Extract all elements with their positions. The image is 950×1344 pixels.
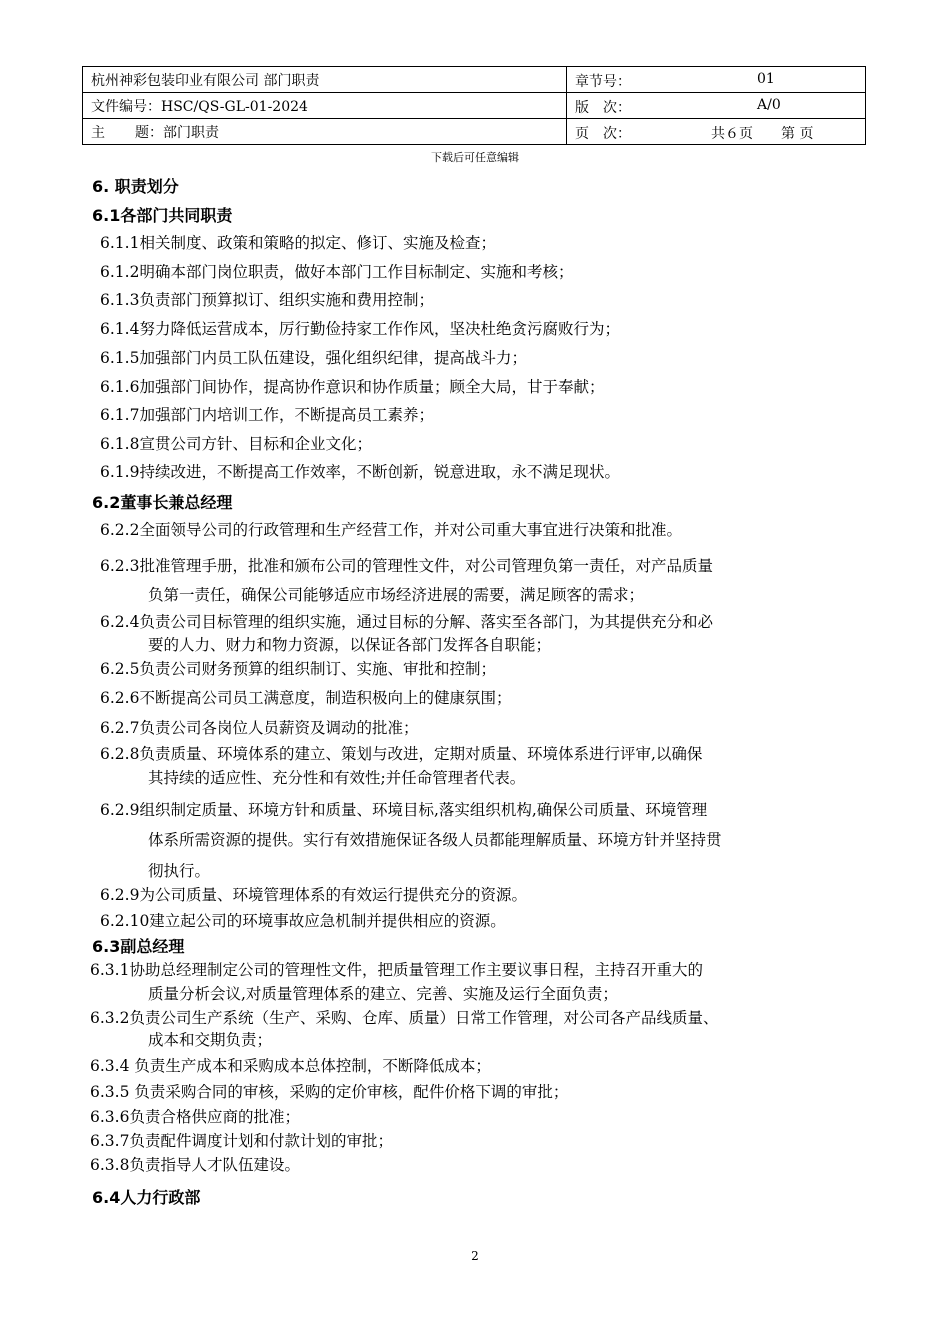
section-heading: 6.1各部门共同职责 [92, 206, 233, 225]
list-item: 6.3.4 负责生产成本和采购成本总体控制，不断降低成本； [90, 1057, 491, 1075]
list-item: 要的人力、财力和物力资源，以保证各部门发挥各自职能； [148, 636, 552, 654]
list-item: 其持续的适应性、充分性和有效性;并任命管理者代表。 [148, 769, 526, 787]
list-item: 质量分析会议,对质量管理体系的建立、完善、实施及运行全面负责； [148, 985, 618, 1003]
section-heading: 6.3副总经理 [92, 937, 185, 956]
page-count-value: 共６页 第 页 [711, 126, 814, 142]
list-item: 6.1.6加强部门间协作，提高协作意识和协作质量；顾全大局，甘于奉献； [100, 378, 605, 396]
list-item: 体系所需资源的提供。实行有效措施保证各级人员都能理解质量、环境方针并坚持贯 [148, 831, 722, 849]
list-item: 6.2.4负责公司目标管理的组织实施，通过目标的分解、落实至各部门，为其提供充分和必 [100, 613, 713, 631]
subject-value: 题：部门职责 [135, 124, 219, 141]
list-item: 6.2.10建立起公司的环境事故应急机制并提供相应的资源。 [100, 912, 506, 930]
subject-cell [83, 119, 567, 145]
chapter-cell [567, 67, 866, 93]
list-item: 成本和交期负责； [148, 1031, 273, 1049]
list-item: 6.2.3批准管理手册，批准和颁布公司的管理性文件，对公司管理负第一责任，对产品质量 [100, 557, 713, 575]
list-item: 6.3.8负责指导人才队伍建设。 [90, 1156, 300, 1174]
list-item: 6.2.9组织制定质量、环境方针和质量、环境目标,落实组织机构,确保公司质量、环境管理 [100, 801, 708, 819]
list-item: 6.3.5 负责采购合同的审核，采购的定价审核，配件价格下调的审批； [90, 1083, 569, 1101]
section-heading: 6. 职责划分 [92, 177, 179, 196]
company-cell: 杭州神彩包装印业有限公司 部门职责 [83, 67, 567, 93]
edit-note: 下载后可任意编辑 [431, 151, 519, 164]
section-heading: 6.2董事长兼总经理 [92, 493, 233, 512]
list-item: 6.3.2负责公司生产系统（生产、采购、仓库、质量）日常工作管理，对公司各产品线质量、 [90, 1009, 719, 1027]
version-cell [567, 93, 866, 119]
list-item: 6.2.6不断提高公司员工满意度，制造积极向上的健康氛围； [100, 689, 512, 707]
page-number: 2 [471, 1249, 479, 1263]
list-item: 6.1.3负责部门预算拟订、组织实施和费用控制； [100, 291, 434, 309]
version-value: A/0 [757, 97, 781, 113]
page-label: 页 次： [575, 126, 631, 142]
list-item: 6.2.2全面领导公司的行政管理和生产经营工作，并对公司重大事宜进行决策和批准。 [100, 521, 682, 539]
list-item: 6.2.5负责公司财务预算的组织制订、实施、审批和控制； [100, 660, 496, 678]
subject-label: 主 [91, 124, 105, 141]
list-item: 负第一责任，确保公司能够适应市场经济进展的需要，满足顾客的需求； [148, 586, 645, 604]
list-item: 6.1.8宣贯公司方针、目标和企业文化； [100, 435, 372, 453]
list-item: 6.3.6负责合格供应商的批准； [90, 1108, 300, 1126]
list-item: 6.1.9持续改进，不断提高工作效率，不断创新，锐意进取，永不满足现状。 [100, 463, 620, 481]
list-item: 6.2.7负责公司各岗位人员薪资及调动的批准； [100, 719, 419, 737]
list-item: 6.3.7负责配件调度计划和付款计划的审批； [90, 1132, 393, 1150]
version-label: 版 次： [575, 100, 631, 116]
page-cell [567, 119, 866, 145]
list-item: 6.3.1协助总经理制定公司的管理性文件，把质量管理工作主要议事日程，主持召开重大的 [90, 961, 703, 979]
chapter-value: 01 [757, 71, 775, 87]
list-item: 6.2.8负责质量、环境体系的建立、策划与改进，定期对质量、环境体系进行评审,以确保 [100, 745, 703, 763]
doc-no-cell: 文件编号：HSC/QS-GL-01-2024 [83, 93, 567, 119]
document-header-table [82, 66, 866, 145]
list-item: 彻执行。 [148, 862, 211, 880]
chapter-label: 章节号： [575, 74, 631, 90]
list-item: 6.1.4努力降低运营成本，厉行勤俭持家工作作风，坚决杜绝贪污腐败行为； [100, 320, 620, 338]
list-item: 6.1.1相关制度、政策和策略的拟定、修订、实施及检查； [100, 234, 496, 252]
list-item: 6.2.9为公司质量、环境管理体系的有效运行提供充分的资源。 [100, 886, 527, 904]
list-item: 6.1.5加强部门内员工队伍建设，强化组织纪律，提高战斗力； [100, 349, 527, 367]
section-heading: 6.4人力行政部 [92, 1188, 201, 1207]
list-item: 6.1.2明确本部门岗位职责，做好本部门工作目标制定、实施和考核； [100, 263, 574, 281]
list-item: 6.1.7加强部门内培训工作，不断提高员工素养； [100, 406, 434, 424]
